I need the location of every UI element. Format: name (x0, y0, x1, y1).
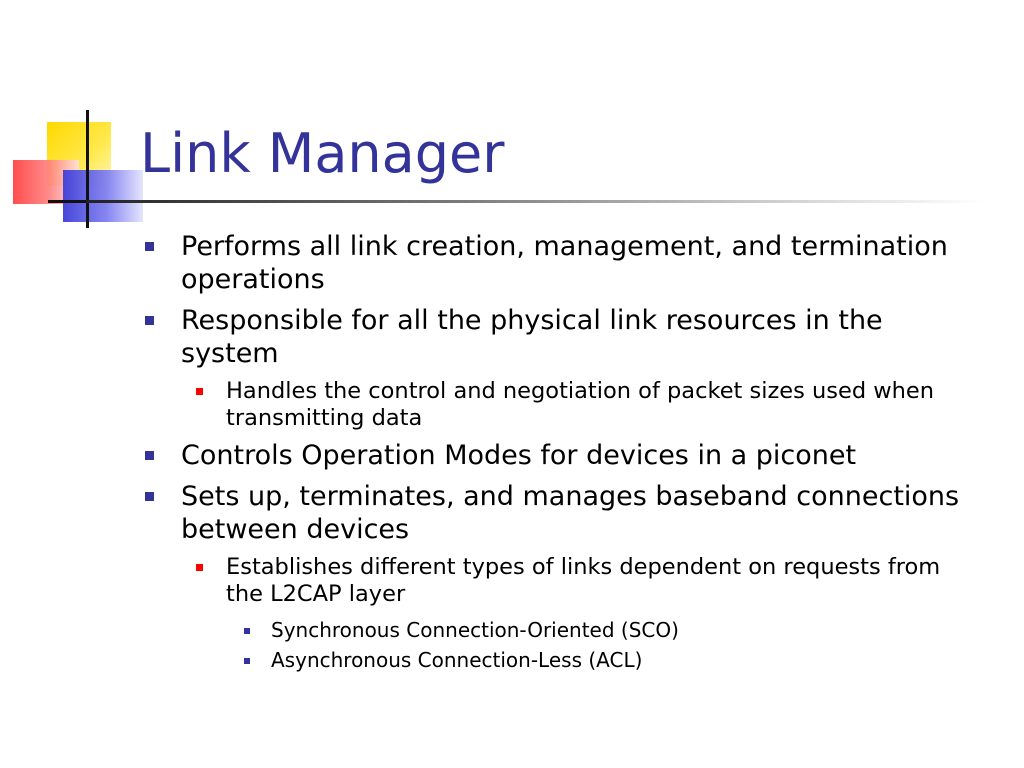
logo-vertical-line (86, 110, 89, 228)
sub-sub-bullet-item (140, 645, 980, 675)
bullet-item (140, 439, 980, 472)
sub-sub-bullet-item (140, 615, 980, 645)
red-square-bullet-icon (196, 388, 203, 395)
bullet-item (140, 304, 980, 370)
sub-sub-bullet-text: Synchronous Connection-Oriented (SCO) (271, 618, 679, 642)
logo-blue-square (63, 170, 143, 222)
bullet-text: Performs all link creation, management, and termination operations (181, 231, 948, 295)
sub-bullet-text: Handles the control and negotiation of packet sizes used when transmitting data (226, 378, 935, 431)
square-bullet-icon (145, 242, 154, 251)
square-bullet-icon (145, 492, 154, 501)
logo-graphic (0, 0, 150, 240)
bullet-text: Responsible for all the physical link resources in the system (181, 305, 883, 369)
sub-bullet-item (140, 378, 980, 432)
sub-bullet-text: Establishes different types of links dependent on requests from the L2CAP layer (226, 554, 941, 607)
bullet-item (140, 480, 980, 546)
title-underline (86, 200, 986, 203)
bullet-list (140, 230, 980, 675)
slide-title: Link Manager (140, 122, 505, 185)
sub-bullet-item (140, 554, 980, 608)
bullet-item (140, 230, 980, 296)
square-bullet-icon (145, 451, 154, 460)
bullet-text: Controls Operation Modes for devices in a piconet (181, 440, 857, 471)
bullet-text: Sets up, terminates, and manages baseband connections between devices (181, 481, 960, 545)
square-bullet-icon (145, 316, 154, 325)
sub-sub-bullet-text: Asynchronous Connection-Less (ACL) (271, 648, 643, 672)
small-square-bullet-icon (244, 658, 250, 664)
small-square-bullet-icon (244, 628, 250, 634)
red-square-bullet-icon (196, 564, 203, 571)
